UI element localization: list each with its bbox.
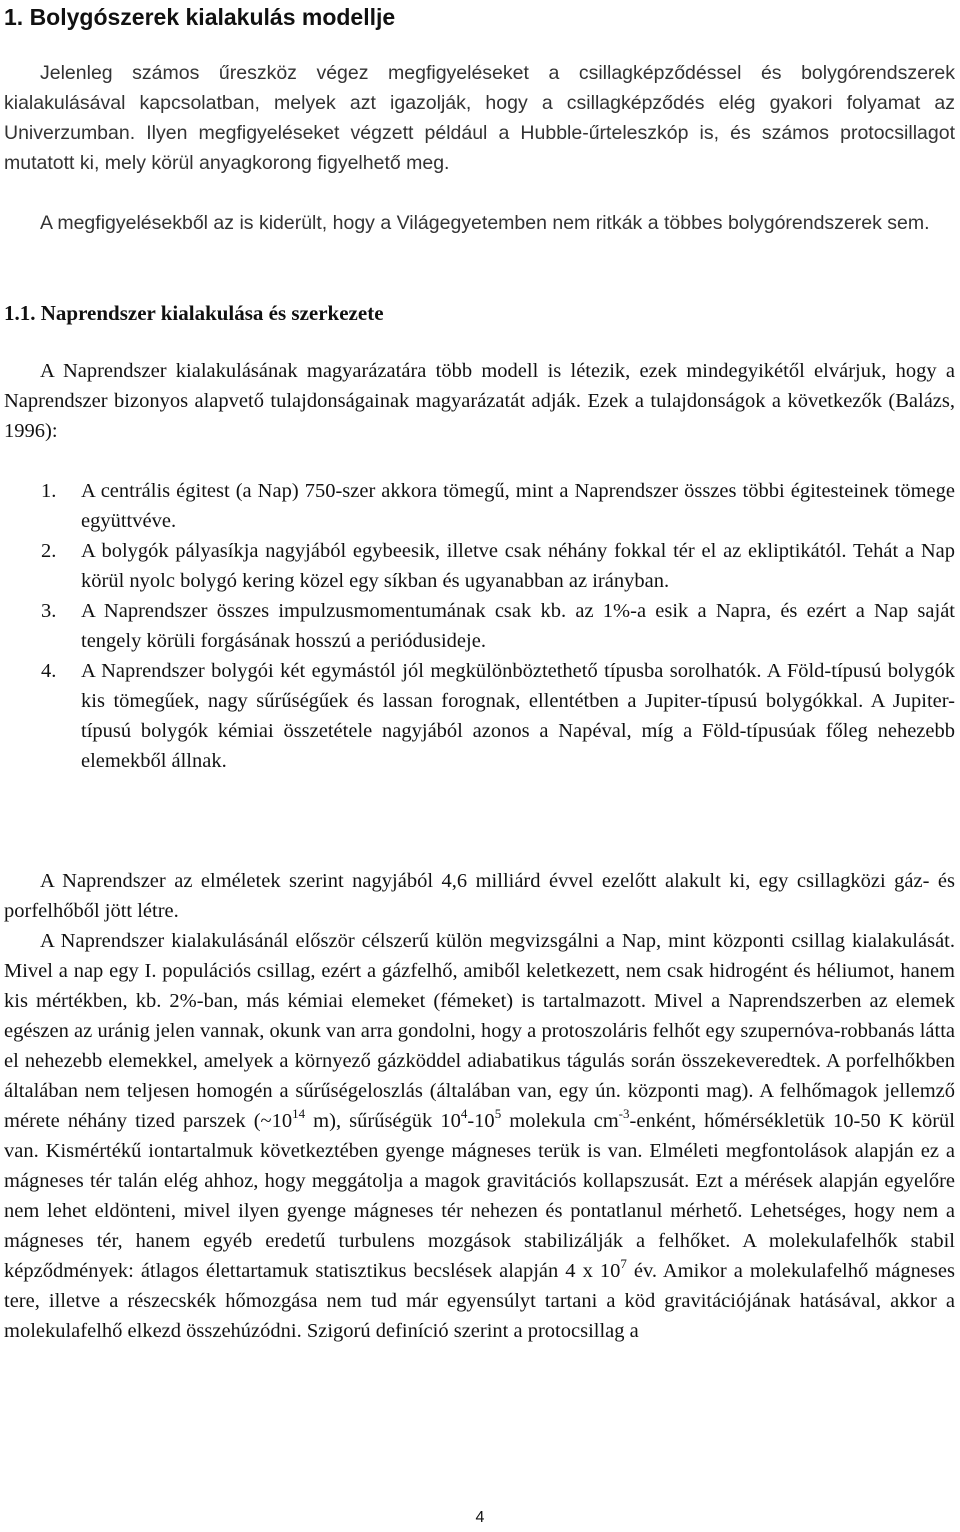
exponent: 4 (460, 1106, 468, 1121)
list-item-number: 4. (41, 660, 57, 682)
chapter-title: 1. Bolygószerek kialakulás modellje (4, 4, 396, 30)
exponent: -3 (618, 1106, 630, 1121)
section-intro-paragraph: A Naprendszer kialakulásának magyarázatára több modell is létezik, ezek mindegyikétől elvárjuk, hogy a Naprendszer bizonyos alapvető tulajdonságainak magyarázatát adják. Ezek a tulajdonságok a következők (Balázs, 1996): (4, 360, 955, 442)
list-item-text: A Naprendszer bolygói két egymástól jól megkülönböztethető típusba sorolhatók. A Föld-típusú bolygók kis tömegűek, nagy sűrűségűek és lassan forognak, ellentétben a Jupiter-típusú bolygókkal. A Jupiter-típusú bolygók kémiai összetétele nagyjából azonos a Napéval, míg a Föld-típusúak főleg nehezebb elemekből állnak. (81, 660, 955, 772)
text-run: A Naprendszer kialakulásánál először célszerű külön megvizsgálni a Nap, mint központi csillag kialakulását. Mivel a nap egy I. populációs csillag, ezért a gázfelhő, amiből keletkezett, nem csak hidrogént és héliumot, hanem kis mértékben, kb. 2%-ban, más kémiai elemeket (fémeket) is tartalmazott. Mivel a Naprendszerben az elemek egészen az uránig jelen vannak, okunk van arra gondolni, hogy a protoszoláris felhőt egy szupernóva-robbanás látta el nehezebb elemekkel, amelyek a környező gázköddel adiabatikus tágulás során összekeveredtek. A porfelhőkben általában nem teljesen homogén a sűrűségeloszlás (általában van, egy ún. központi mag). A felhőmagok jellemző mérete néhány tized parszek (~10 (4, 930, 955, 1132)
list-item (41, 536, 955, 596)
list-item (41, 476, 955, 536)
text-run: -10 (467, 1110, 495, 1132)
list-item-number: 3. (41, 600, 57, 622)
formation-paragraph (4, 926, 955, 1346)
exponent: 5 (494, 1106, 502, 1121)
list-item-number: 2. (41, 540, 57, 562)
age-paragraph: A Naprendszer az elméletek szerint nagyjából 4,6 milliárd évvel ezelőtt alakult ki, egy csillagközi gáz- és porfelhőből jött létre. (4, 870, 955, 922)
text-run: -enként, hőmérsékletük 10-50 K körül van. Kismértékű iontartalmuk következtében gyenge mágneses terük is van. Elméleti megfontolások alapján ez a mágneses tér talán elég ahhoz, hogy meggátolja a magok gravitációs kollapszusát. Ezt a mérések alapján egyelőre nem lehet eldönteni, mivel ilyen gyenge mágneses tér nehezen és pontatlanul mérhető. Lehetséges, hogy nem a mágneses tér, hanem egyéb eredetű turbulens mozgások stabilizálják a felhőket. A molekulafelhők stabil képződmények: átlagos élettartamuk statisztikus becslések alapján 4 x 10 (4, 1110, 955, 1282)
intro-paragraph-1: Jelenleg számos űreszköz végez megfigyeléseket a csillagképződéssel és bolygórendszerek kialakulásával kapcsolatban, melyek azt igazolják, hogy a csillagképződés elég gyakori folyamat az Univerzumban. Ilyen megfigyeléseket végzett például a Hubble-űrteleszkóp is, és számos protocsillagot mutatott ki, mely körül anyagkorong figyelhető meg. (4, 62, 955, 174)
list-item-text: A Naprendszer összes impulzusmomentumának csak kb. az 1%-a esik a Napra, és ezért a Nap saját tengely körüli forgásának hosszú a periódusideje. (81, 600, 955, 652)
exponent: 7 (620, 1256, 627, 1271)
intro-paragraph-2: A megfigyelésekből az is kiderült, hogy a Világegyetemben nem ritkák a többes bolygórendszerek sem. (40, 212, 930, 234)
text-run: molekula cm (501, 1110, 619, 1132)
properties-list (41, 476, 955, 776)
list-item-text: A bolygók pályasíkja nagyjából egybeesik, illetve csak néhány fokkal tér el az ekliptikától. Tehát a Nap körül nyolc bolygó kering közel egy síkban és ugyanabban az irányban. (81, 540, 955, 592)
list-item (41, 596, 955, 656)
list-item (41, 656, 955, 776)
list-item-number: 1. (41, 480, 57, 502)
section-heading: 1.1. Naprendszer kialakulása és szerkezete (4, 301, 384, 325)
exponent: 14 (292, 1106, 306, 1121)
page-number: 4 (475, 1509, 485, 1526)
list-item-text: A centrális égitest (a Nap) 750-szer akkora tömegű, mint a Naprendszer összes többi égitesteinek tömege együttvéve. (81, 480, 955, 532)
text-run: m), sűrűségük 10 (305, 1110, 461, 1132)
text-run: év. Amikor a molekulafelhő mágneses tere, illetve a részecskék hőmozgása nem tud már egyensúlyt tartani a köd gravitációjának hatásával, akkor a molekulafelhő elkezd összehúzódni. Szigorú definíció szerint a protocsillag a (4, 1260, 955, 1342)
